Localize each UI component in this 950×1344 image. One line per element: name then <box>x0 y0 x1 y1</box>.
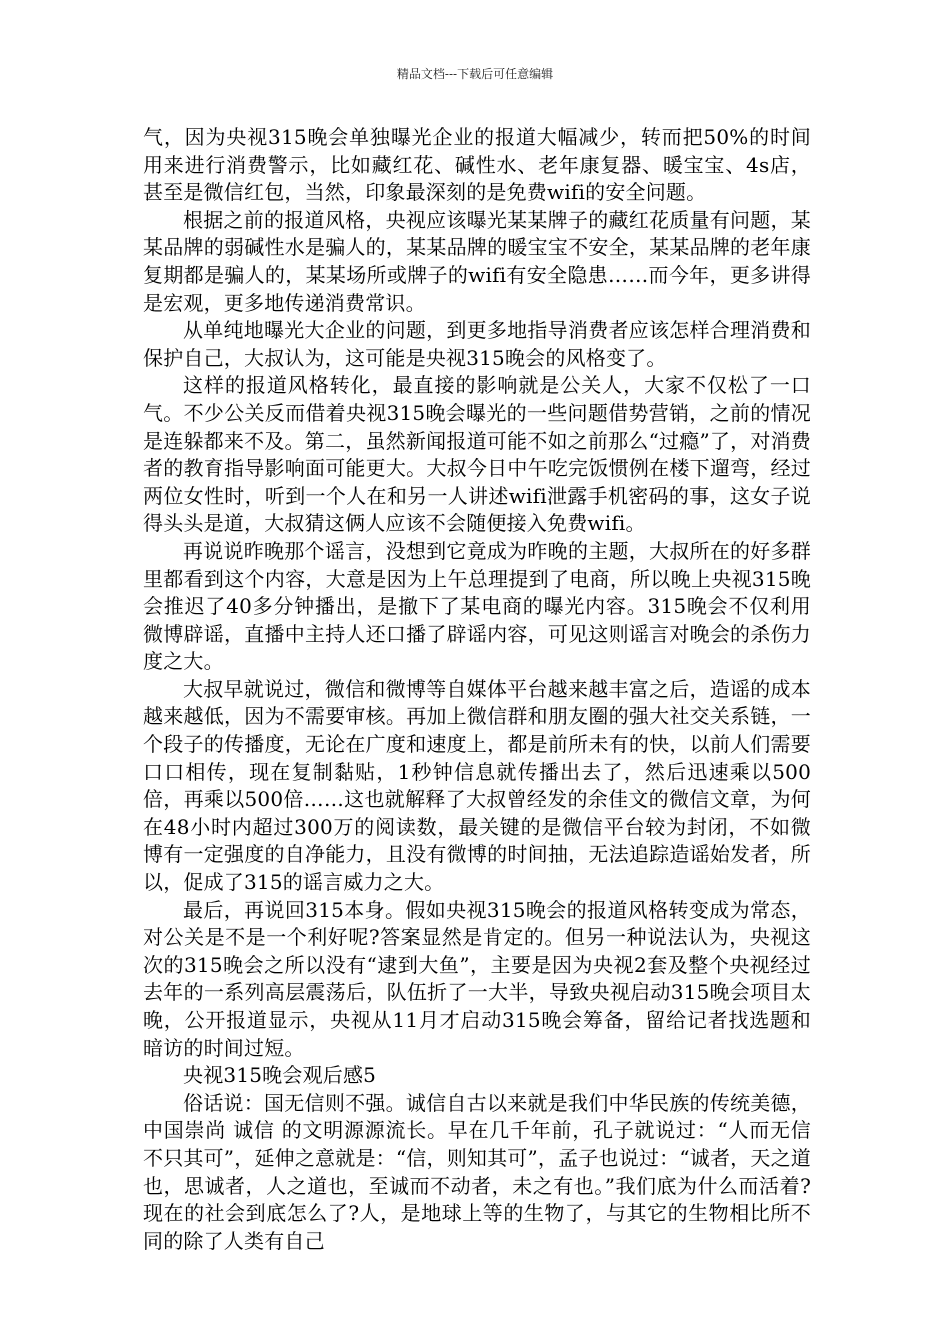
paragraph-5: 再说说昨晚那个谣言，没想到它竟成为昨晚的主题，大叔所在的好多群里都看到这个内容，大意是因为上午总理提到了电商，所以晚上央视315晚会推迟了40多分钟播出，是撤下了某电商的曝光内容。315晚会不仅利用微博辟谣，直播中主持人还口播了辟谣内容，可见这则谣言对晚会的杀伤力度之大。 <box>143 538 811 674</box>
paragraph-8: 俗话说：国无信则不强。诚信自古以来就是我们中华民族的传统美德，中国崇尚 诚信 的文明源源流长。早在几千年前，孔子就说过：“人而无信不只其可”，延伸之意就是：“信，则知其可”，孟子也说过：“诚者，天之道也，思诚者，人之道也，至诚而不动者，未之有也。”我们底为什么而活着?现在的社会到底怎么了?人，是地球上等的生物了，与其它的生物相比所不同的除了人类有自己 <box>143 1090 811 1253</box>
paragraph-7: 最后，再说回315本身。假如央视315晚会的报道风格转变成为常态，对公关是不是一个利好呢?答案显然是肯定的。但另一种说法认为，央视这次的315晚会之所以没有“逮到大鱼”，主要是因为央视2套及整个央视经过去年的一系列高层震荡后，队伍折了一大半，导致央视启动315晚会项目太晚，公开报道显示，央视从11月才启动315晚会筹备，留给记者找选题和暗访的时间过短。 <box>143 897 811 1060</box>
paragraph-1: 气，因为央视315晚会单独曝光企业的报道大幅减少，转而把50%的时间用来进行消费警示，比如藏红花、碱性水、老年康复器、暖宝宝、4s店，甚至是微信红包，当然，印象最深刻的是免费wifi的安全问题。 <box>143 125 811 205</box>
paragraph-2: 根据之前的报道风格，央视应该曝光某某牌子的藏红花质量有问题，某某品牌的弱碱性水是骗人的，某某品牌的暖宝宝不安全，某某品牌的老年康复期都是骗人的，某某场所或牌子的wifi有安全隐患……而今年，更多讲得是宏观，更多地传递消费常识。 <box>143 207 811 315</box>
section-heading: 央视315晚会观后感5 <box>183 1063 377 1088</box>
paragraph-4: 这样的报道风格转化，最直接的影响就是公关人，大家不仅松了一口气。不少公关反而借着央视315晚会曝光的一些问题借势营销，之前的情况是连躲都来不及。第二，虽然新闻报道可能不如之前那么“过瘾”了，对消费者的教育指导影响面可能更大。大叔今日中午吃完饭惯例在楼下遛弯，经过两位女性时，听到一个人在和另一人讲述wifi泄露手机密码的事，这女子说得头头是道，大叔猜这俩人应该不会随便接入免费wifi。 <box>143 373 811 536</box>
paragraph-6: 大叔早就说过，微信和微博等自媒体平台越来越丰富之后，造谣的成本越来越低，因为不需要审核。再加上微信群和朋友圈的强大社交关系链，一个段子的传播度，无论在广度和速度上，都是前所未有的快，以前人们需要口口相传，现在复制黏贴，1秒钟信息就传播出去了，然后迅速乘以500倍，再乘以500倍……这也就解释了大叔曾经发的余佳文的微信文章，为何在48小时内超过300万的阅读数，最关键的是微信平台较为封闭，不如微博有一定强度的自净能力，且没有微博的时间抽，无法追踪造谣始发者，所以，促成了315的谣言威力之大。 <box>143 676 811 895</box>
document-body <box>143 124 811 1255</box>
page-header: 精品文档---下载后可任意编辑 <box>396 67 554 81</box>
paragraph-3: 从单纯地曝光大企业的问题，到更多地指导消费者应该怎样合理消费和保护自己，大叔认为，这可能是央视315晚会的风格变了。 <box>143 318 811 370</box>
